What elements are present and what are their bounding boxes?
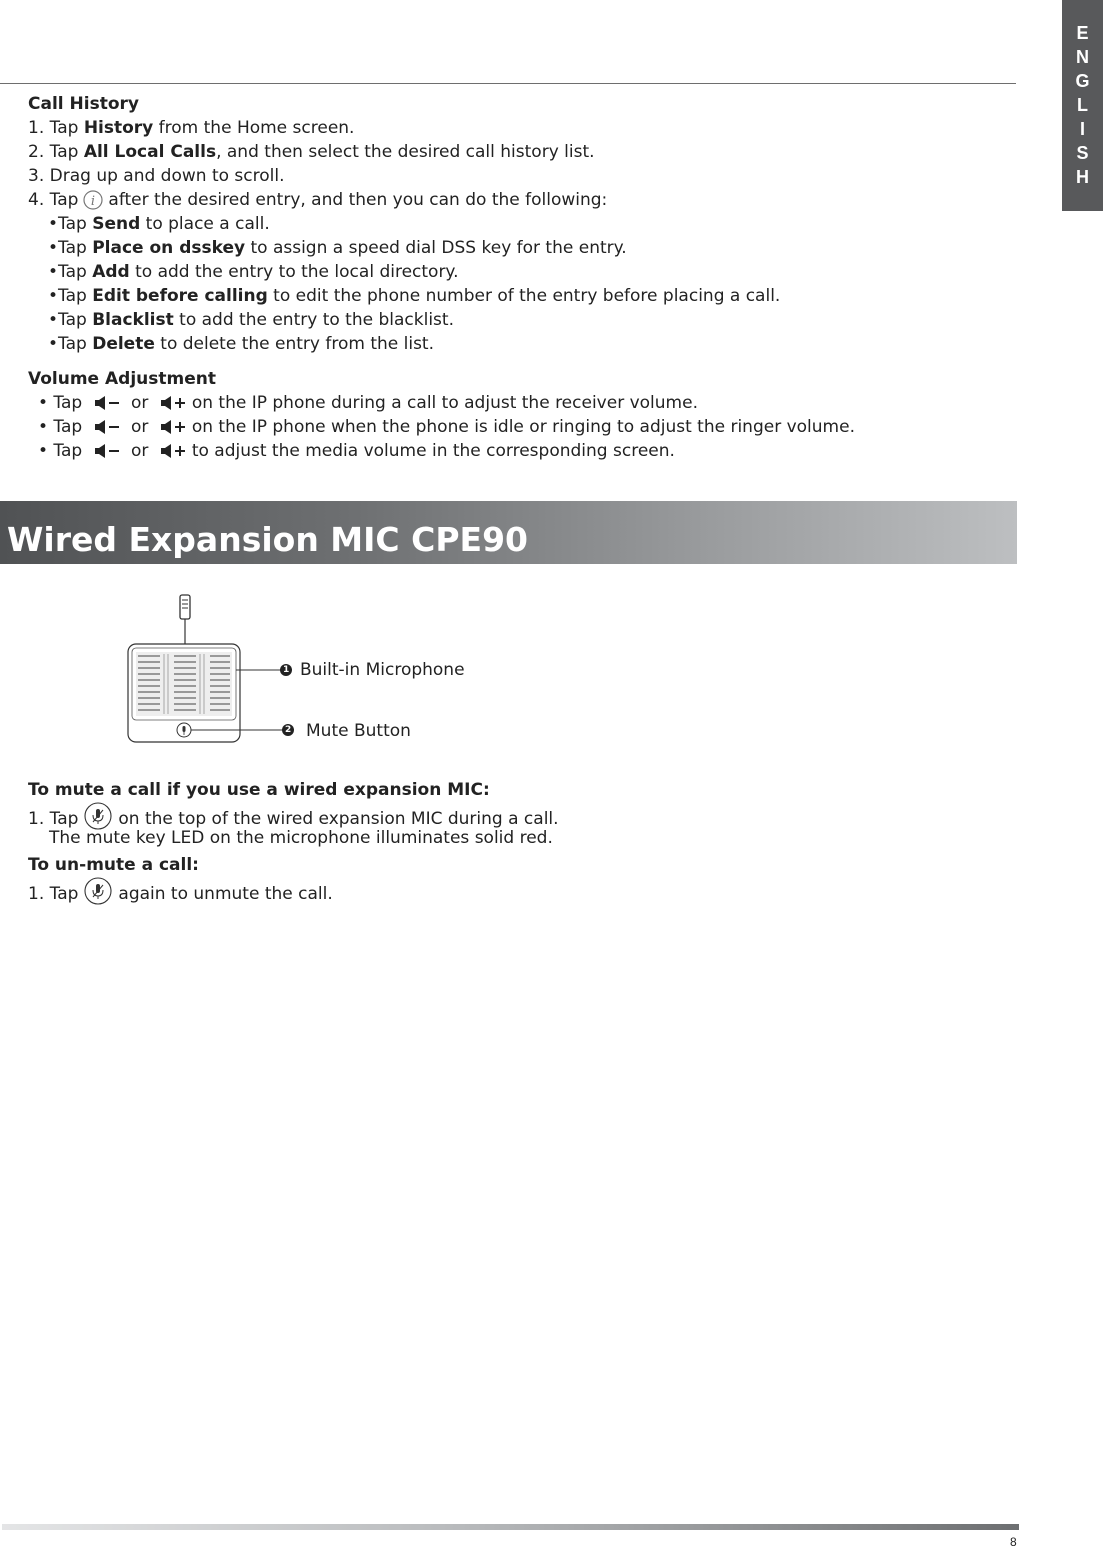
step-text: 1. Tap xyxy=(28,809,79,829)
step-keyword: History xyxy=(83,118,154,138)
or-text: or xyxy=(131,441,149,461)
bullet-text: on the IP phone when the phone is idle or ringing to adjust the ringer volume. xyxy=(191,417,855,437)
step-text: again to unmute the call. xyxy=(118,884,333,904)
call-history-option xyxy=(48,332,434,356)
option-text: •Tap xyxy=(48,262,93,282)
mute-heading: To mute a call if you use a wired expansion MIC: xyxy=(28,780,490,800)
call-history-option xyxy=(48,308,454,332)
language-tab-letter: S xyxy=(1076,143,1089,163)
callout-number: 2 xyxy=(285,725,292,735)
option-text: to add the entry to the local directory. xyxy=(129,262,459,282)
volume-heading: Volume Adjustment xyxy=(28,369,216,389)
callout-mute-button: Mute Button xyxy=(306,721,411,741)
mute-note: The mute key LED on the microphone illuminates solid red. xyxy=(49,828,553,848)
language-tab-letter: G xyxy=(1075,71,1090,91)
call-history-option xyxy=(48,260,458,284)
call-history-step-1 xyxy=(28,116,354,140)
volume-bullet xyxy=(38,439,675,466)
call-history-step-3: 3. Drag up and down to scroll. xyxy=(28,166,285,186)
call-history-option xyxy=(48,212,270,236)
option-keyword: Send xyxy=(92,214,141,234)
option-text: to edit the phone number of the entry before placing a call. xyxy=(267,286,781,306)
callout-number: 1 xyxy=(283,665,290,675)
step-text: 1. Tap xyxy=(28,884,79,904)
language-tab-letter: N xyxy=(1076,47,1089,67)
step-text: after the desired entry, and then you can do the following: xyxy=(108,190,608,210)
step-text: 2. Tap xyxy=(28,142,84,162)
bullet-text: to adjust the media volume in the corresponding screen. xyxy=(191,441,675,461)
call-history-option xyxy=(48,236,627,260)
language-tab-letter: E xyxy=(1076,23,1089,43)
or-text: or xyxy=(131,417,149,437)
svg-text:i: i xyxy=(91,194,96,209)
call-history-heading: Call History xyxy=(28,94,139,114)
option-text: •Tap xyxy=(48,334,93,354)
step-text: 1. Tap xyxy=(28,118,84,138)
option-text: to place a call. xyxy=(140,214,270,234)
step-text: 4. Tap xyxy=(28,190,79,210)
bullet-text: • Tap xyxy=(38,417,83,437)
section-title: Wired Expansion MIC CPE90 xyxy=(7,520,528,559)
language-tab xyxy=(1062,0,1103,211)
language-tab-letter: I xyxy=(1079,119,1085,139)
step-text: on the top of the wired expansion MIC during a call. xyxy=(118,809,559,829)
option-text: to assign a speed dial DSS key for the entry. xyxy=(245,238,627,258)
unmute-heading: To un-mute a call: xyxy=(28,855,199,875)
option-text: to add the entry to the blacklist. xyxy=(173,310,454,330)
call-history-step-2 xyxy=(28,140,595,164)
step-text: , and then select the desired call history list. xyxy=(216,142,595,162)
bullet-text: • Tap xyxy=(38,393,83,413)
microphone-figure xyxy=(120,590,520,750)
page-number: 8 xyxy=(1010,1535,1017,1549)
volume-up-icon xyxy=(160,442,188,466)
unmute-step-1 xyxy=(28,877,333,912)
option-text: •Tap xyxy=(48,238,93,258)
volume-bullet xyxy=(38,391,698,418)
option-keyword: Edit before calling xyxy=(92,286,268,306)
option-text: •Tap xyxy=(48,214,93,234)
volume-down-icon xyxy=(94,442,122,466)
step-keyword: All Local Calls xyxy=(83,142,217,162)
volume-bullet xyxy=(38,415,855,442)
footer-bar xyxy=(2,1524,1019,1530)
or-text: or xyxy=(131,393,149,413)
option-keyword: Add xyxy=(92,262,130,282)
bullet-text: • Tap xyxy=(38,441,83,461)
option-keyword: Delete xyxy=(92,334,155,354)
mute-icon xyxy=(84,877,112,912)
option-keyword: Place on dsskey xyxy=(92,238,246,258)
language-tab-letter: H xyxy=(1076,167,1089,187)
option-text: to delete the entry from the list. xyxy=(154,334,435,354)
step-text: from the Home screen. xyxy=(153,118,355,138)
option-text: •Tap xyxy=(48,286,93,306)
option-keyword: Blacklist xyxy=(92,310,174,330)
callout-built-in-microphone: Built-in Microphone xyxy=(300,660,465,680)
bullet-text: on the IP phone during a call to adjust the receiver volume. xyxy=(191,393,698,413)
option-text: •Tap xyxy=(48,310,93,330)
header-rule xyxy=(0,83,1016,84)
call-history-option xyxy=(48,284,780,308)
language-tab-letter: L xyxy=(1077,95,1088,115)
